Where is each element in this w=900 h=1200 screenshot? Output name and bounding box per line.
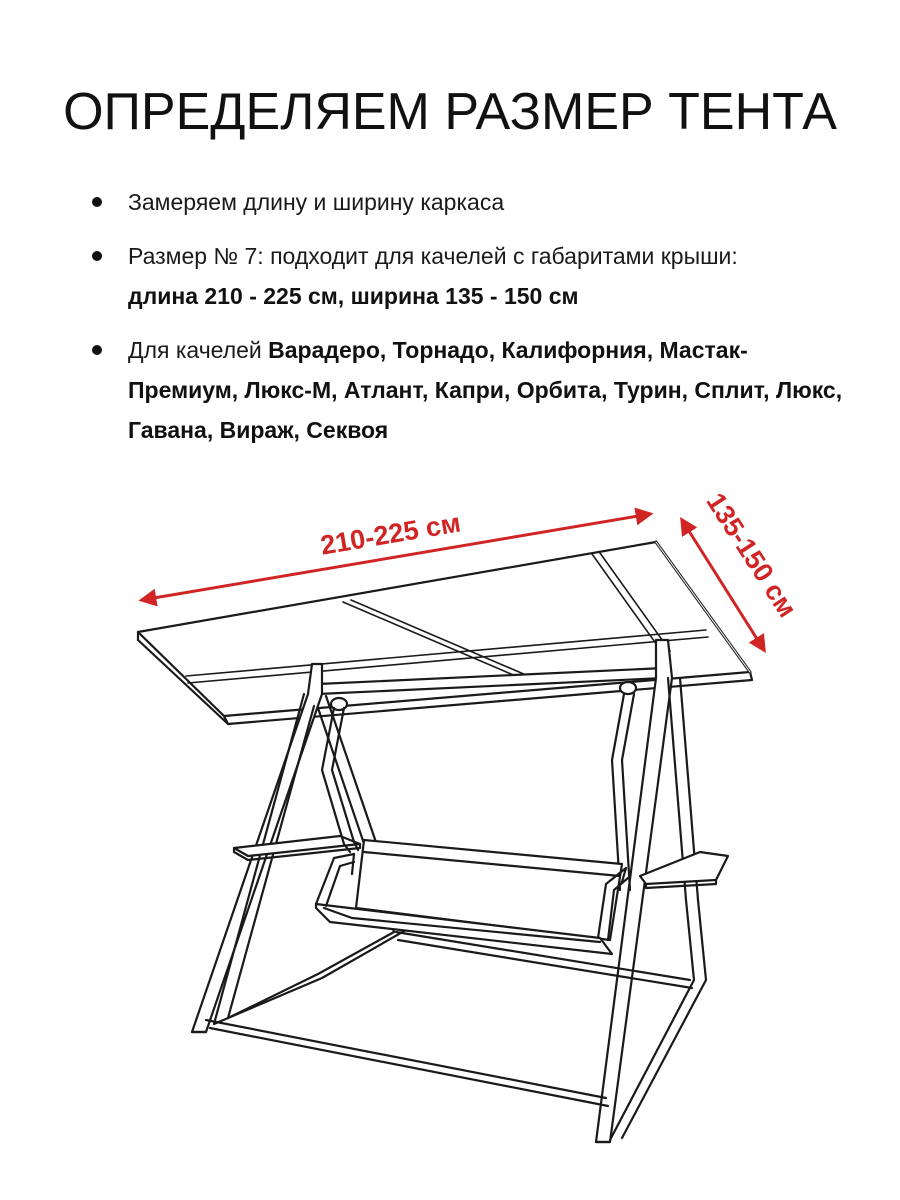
swing-diagram	[0, 480, 900, 1180]
models-list: Варадеро, Торнадо, Калифорния, Мастак-Премиум, Люкс-М, Атлант, Капри, Орбита, Турин, Сплит, Люкс, Гавана, Вираж, Секвоя	[128, 337, 843, 443]
bullet-icon	[92, 345, 102, 355]
length-label: 210-225 см	[318, 507, 463, 561]
size-text: Размер № 7: подходит для качелей с габаритами крыши:	[128, 243, 738, 269]
width-label: 135-150 см	[700, 487, 803, 623]
page-title: ОПРЕДЕЛЯЕМ РАЗМЕР ТЕНТА	[63, 83, 837, 141]
swing-seat	[316, 840, 628, 954]
bullet-icon	[92, 251, 102, 261]
list-item	[92, 236, 852, 316]
measure-text: Замеряем длину и ширину каркаса	[128, 189, 505, 215]
bullet-icon	[92, 197, 102, 207]
info-list	[92, 182, 852, 464]
size-dimensions: длина 210 - 225 см, ширина 135 - 150 см	[128, 283, 579, 309]
list-item	[92, 182, 852, 222]
list-item	[92, 330, 852, 450]
models-intro: Для качелей	[128, 337, 269, 363]
